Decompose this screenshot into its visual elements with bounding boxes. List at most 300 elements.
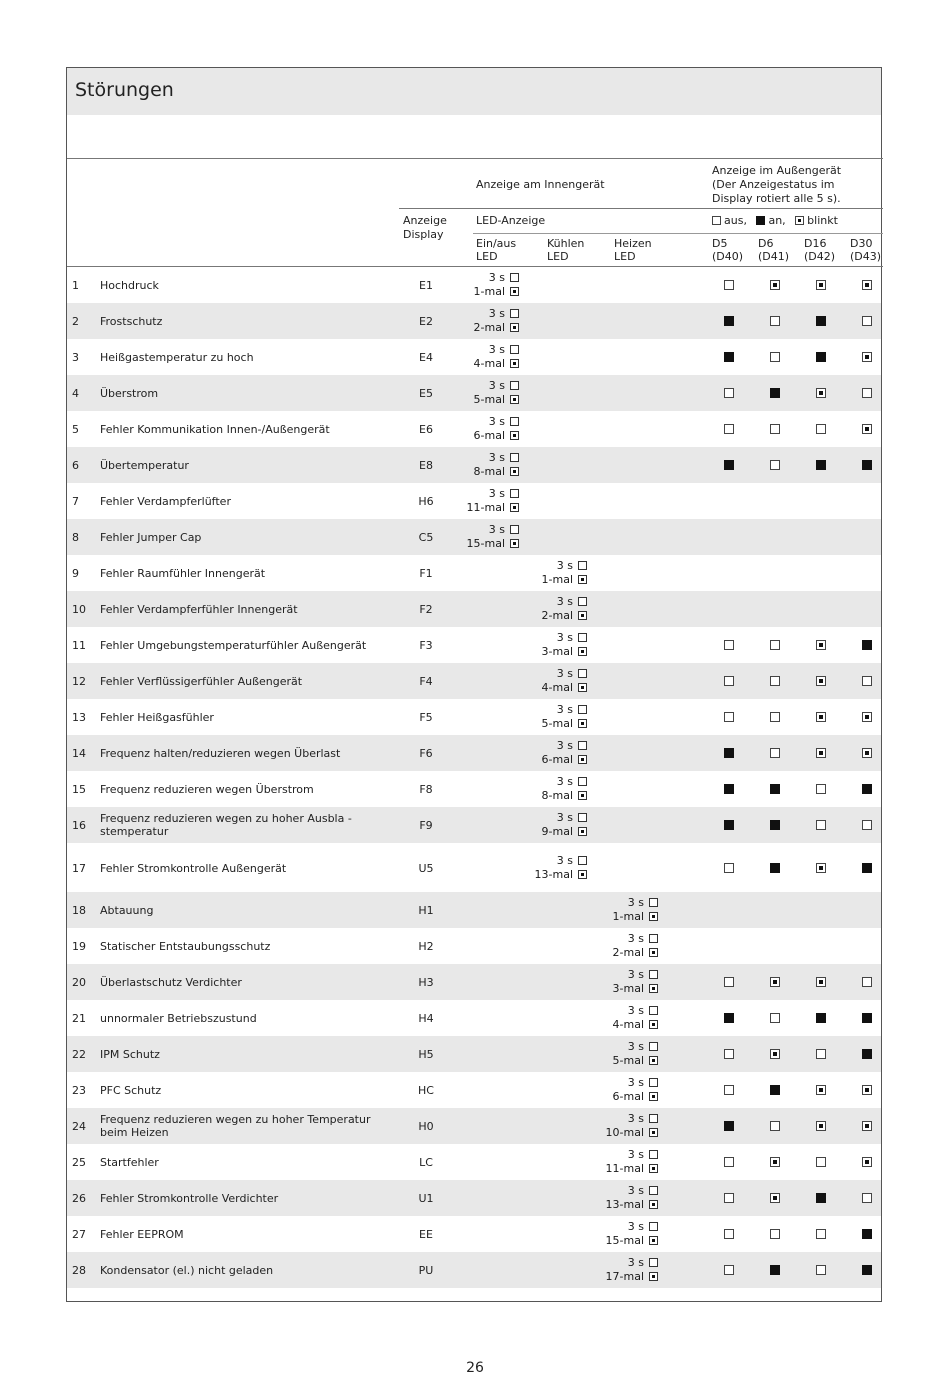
led-blink-pattern [598,1076,658,1104]
led-aus-icon [770,748,780,758]
led-aus-icon [862,676,872,686]
led-blink-pattern [598,1040,658,1068]
led-blinkt-icon [862,280,872,290]
display-code: U1 [418,1192,434,1205]
led-aus-icon [816,1229,826,1239]
led-blink-pattern [459,415,519,443]
led-an-icon [724,316,734,326]
led-aus-icon [724,977,734,987]
led-blinkt-icon [862,748,872,758]
led-an-icon [770,388,780,398]
led-blink-icon [649,948,658,957]
blink-count: 5-mal [473,393,505,406]
blink-duration: 3 s [488,523,505,536]
led-off-icon [510,489,519,498]
led-blink-icon [649,1236,658,1245]
led-aus-icon [724,712,734,722]
led-aus-icon [724,388,734,398]
fault-description: Fehler Verflüssigerfühler Außengerät [100,675,303,688]
led-blink-icon [578,575,587,584]
led-blink-pattern [598,1004,658,1032]
led-aus-icon [724,1049,734,1059]
indoor-group-heading: Anzeige am Innengerät [476,178,605,191]
blink-count: 11-mal [605,1162,644,1175]
led-blink-icon [510,287,519,296]
blink-duration: 3 s [556,703,573,716]
blink-duration: 3 s [627,1184,644,1197]
display-code: E8 [419,459,433,472]
fault-description: Fehler Stromkontrolle Verdichter [100,1192,279,1205]
led-off-icon [649,1258,658,1267]
row-number: 19 [72,940,86,953]
blink-duration: 3 s [627,1076,644,1089]
row-number: 8 [72,531,79,544]
led-an-icon [770,1085,780,1095]
header-mid-rule [399,208,883,209]
led-blink-icon [510,431,519,440]
led-an-icon [816,1193,826,1203]
fault-description: Fehler EEPROM [100,1228,184,1241]
blink-duration: 3 s [556,631,573,644]
fault-description: Frequenz reduzieren wegen zu hoher Temperatur beim Heizen [100,1113,371,1139]
led-an-icon [862,863,872,873]
led-off-icon [510,309,519,318]
blink-duration: 3 s [556,854,573,867]
led-aus-icon [816,784,826,794]
led-col-heizen: Heizen LED [614,237,652,263]
table-row [67,735,881,771]
table-row [67,267,881,303]
led-aus-icon [770,712,780,722]
fault-description: Startfehler [100,1156,159,1169]
led-blinkt-icon [862,424,872,434]
row-number: 1 [72,279,79,292]
led-blink-icon [649,912,658,921]
led-aus-icon [724,1265,734,1275]
led-aus-icon [862,1193,872,1203]
led-blink-icon [578,683,587,692]
blink-duration: 3 s [556,811,573,824]
blink-duration: 3 s [627,968,644,981]
blink-count: 6-mal [612,1090,644,1103]
row-number: 15 [72,783,86,796]
led-off-icon [649,898,658,907]
display-code: PU [418,1264,434,1277]
led-blink-icon [510,323,519,332]
led-aus-icon [862,388,872,398]
led-blink-pattern [527,739,587,767]
led-aus-icon [816,1049,826,1059]
blink-duration: 3 s [556,595,573,608]
led-an-icon [862,1265,872,1275]
row-number: 22 [72,1048,86,1061]
blink-duration: 3 s [488,307,505,320]
table-row [67,303,881,339]
legend-aus-label: aus, [724,214,747,227]
table-row [67,339,881,375]
display-code: H5 [418,1048,434,1061]
legend-blinkt-icon [795,216,804,225]
blink-duration: 3 s [627,932,644,945]
led-off-icon [649,1150,658,1159]
blink-duration: 3 s [488,487,505,500]
led-an-icon [862,640,872,650]
fault-description: Frequenz reduzieren wegen zu hoher Ausbla - stemperatur [100,812,352,838]
row-number: 11 [72,639,86,652]
led-blink-pattern [598,968,658,996]
legend-an-icon [756,216,765,225]
led-an-icon [724,784,734,794]
led-blink-pattern [459,379,519,407]
row-number: 3 [72,351,79,364]
display-code: H0 [418,1120,434,1133]
blink-duration: 3 s [488,271,505,284]
legend-aus-icon [712,216,721,225]
fault-table [66,67,882,1302]
fault-description: Fehler Stromkontrolle Außengerät [100,862,287,875]
led-off-icon [649,1114,658,1123]
table-row [67,964,881,1000]
led-blinkt-icon [816,388,826,398]
led-blink-icon [649,1164,658,1173]
outdoor-group-heading-1: Anzeige im Außengerät [712,164,842,177]
led-aus-icon [816,424,826,434]
led-an-icon [862,1049,872,1059]
led-blink-icon [649,1272,658,1281]
display-code: HC [418,1084,434,1097]
led-an-icon [862,1229,872,1239]
led-aus-icon [724,1085,734,1095]
led-blink-icon [649,1200,658,1209]
display-code: F2 [419,603,433,616]
blink-count: 10-mal [605,1126,644,1139]
led-off-icon [649,1222,658,1231]
table-row [67,1180,881,1216]
blink-count: 17-mal [605,1270,644,1283]
display-code: H3 [418,976,434,989]
led-aus-icon [724,676,734,686]
led-blink-pattern [598,896,658,924]
table-row [67,555,881,591]
blink-count: 2-mal [541,609,573,622]
row-number: 17 [72,862,86,875]
row-number: 7 [72,495,79,508]
outdoor-col-d16: D16 (D42) [804,237,836,263]
blink-duration: 3 s [556,559,573,572]
led-blinkt-icon [862,1121,872,1131]
table-row [67,483,881,519]
table-row [67,699,881,735]
led-blink-pattern [459,271,519,299]
blink-duration: 3 s [488,451,505,464]
led-blink-icon [578,647,587,656]
led-blink-pattern [459,487,519,515]
display-code: LC [419,1156,433,1169]
fault-description: Frequenz halten/reduzieren wegen Überlast [100,747,341,760]
led-aus-icon [816,1265,826,1275]
blink-count: 3-mal [612,982,644,995]
blink-count: 9-mal [541,825,573,838]
led-blink-icon [510,359,519,368]
led-blink-icon [649,1092,658,1101]
table-row [67,1108,881,1144]
row-number: 4 [72,387,79,400]
row-number: 5 [72,423,79,436]
blink-count: 2-mal [473,321,505,334]
row-number: 21 [72,1012,86,1025]
display-col-heading-1: Anzeige [403,214,447,227]
blink-count: 15-mal [466,537,505,550]
led-blink-pattern [598,1220,658,1248]
led-blink-pattern [598,1256,658,1284]
fault-description: Überlastschutz Verdichter [100,976,242,989]
led-blink-pattern [598,1184,658,1212]
row-number: 26 [72,1192,86,1205]
table-row [67,375,881,411]
row-number: 10 [72,603,86,616]
row-number: 12 [72,675,86,688]
led-aus-icon [816,820,826,830]
led-subrule [473,233,883,234]
fault-description: Statischer Entstaubungsschutz [100,940,271,953]
led-blink-icon [649,1128,658,1137]
table-row [67,1252,881,1288]
row-number: 18 [72,904,86,917]
blink-duration: 3 s [627,1112,644,1125]
table-row [67,1216,881,1252]
table-row [67,1000,881,1036]
blink-duration: 3 s [488,415,505,428]
led-blink-icon [510,467,519,476]
blink-count: 11-mal [466,501,505,514]
led-aus-icon [770,1229,780,1239]
led-off-icon [578,813,587,822]
led-aus-icon [770,460,780,470]
led-col-kuehlen: Kühlen LED [547,237,585,263]
display-code: F8 [419,783,433,796]
led-off-icon [649,970,658,979]
led-blinkt-icon [770,280,780,290]
blink-count: 13-mal [534,868,573,881]
led-an-icon [862,1013,872,1023]
fault-description: Heißgastemperatur zu hoch [100,351,254,364]
led-off-icon [578,669,587,678]
display-code: H4 [418,1012,434,1025]
blink-count: 4-mal [541,681,573,694]
led-an-icon [724,1013,734,1023]
display-code: E2 [419,315,433,328]
blink-duration: 3 s [627,1256,644,1269]
fault-description: unnormaler Betriebszustund [100,1012,257,1025]
led-an-icon [770,784,780,794]
led-aus-icon [724,1229,734,1239]
led-an-icon [770,820,780,830]
led-aus-icon [862,316,872,326]
display-col-heading-2: Display [403,228,444,241]
led-off-icon [578,777,587,786]
fault-description: Frostschutz [100,315,163,328]
blink-count: 8-mal [473,465,505,478]
display-code: F5 [419,711,433,724]
led-blink-icon [510,503,519,512]
row-number: 24 [72,1120,86,1133]
blink-duration: 3 s [627,1004,644,1017]
fault-description: PFC Schutz [100,1084,162,1097]
led-off-icon [578,741,587,750]
table-row [67,627,881,663]
led-blink-pattern [459,451,519,479]
blink-duration: 3 s [556,775,573,788]
led-blinkt-icon [816,863,826,873]
fault-description: Kondensator (el.) nicht geladen [100,1264,274,1277]
led-aus-icon [724,1157,734,1167]
led-an-icon [770,1265,780,1275]
led-an-icon [724,820,734,830]
blink-duration: 3 s [488,379,505,392]
led-an-icon [770,863,780,873]
led-off-icon [649,934,658,943]
display-code: H1 [418,904,434,917]
display-code: F4 [419,675,433,688]
blink-duration: 3 s [488,343,505,356]
led-blink-icon [649,1056,658,1065]
led-an-icon [724,352,734,362]
led-blinkt-icon [862,352,872,362]
display-code: H6 [418,495,434,508]
row-number: 28 [72,1264,86,1277]
led-off-icon [578,633,587,642]
led-an-icon [816,352,826,362]
fault-description: Hochdruck [100,279,159,292]
led-off-icon [578,597,587,606]
table-row [67,1036,881,1072]
led-blink-pattern [459,343,519,371]
led-off-icon [578,705,587,714]
led-aus-icon [862,820,872,830]
blink-duration: 3 s [627,1220,644,1233]
led-aus-icon [862,977,872,987]
fault-description: Fehler Umgebungstemperaturfühler Außengerät [100,639,367,652]
display-code: F9 [419,819,433,832]
outdoor-group-heading-2: (Der Anzeigestatus im [712,178,835,191]
led-off-icon [510,381,519,390]
led-blink-icon [578,791,587,800]
page-number: 26 [466,1360,484,1376]
led-an-icon [862,784,872,794]
blink-count: 6-mal [473,429,505,442]
led-an-icon [816,460,826,470]
fault-description: Fehler Heißgasfühler [100,711,214,724]
table-row [67,447,881,483]
led-col-einaus: Ein/aus LED [476,237,517,263]
led-aus-icon [724,424,734,434]
led-blinkt-icon [770,1157,780,1167]
led-aus-icon [770,676,780,686]
blink-count: 1-mal [473,285,505,298]
led-blink-pattern [527,631,587,659]
led-blink-icon [510,539,519,548]
fault-description: Abtauung [100,904,154,917]
led-blink-icon [649,1020,658,1029]
led-off-icon [578,561,587,570]
led-blinkt-icon [862,1085,872,1095]
led-an-icon [724,1121,734,1131]
table-row [67,892,881,928]
led-an-icon [724,748,734,758]
led-off-icon [649,1078,658,1087]
led-blinkt-icon [816,280,826,290]
row-number: 27 [72,1228,86,1241]
led-blink-pattern [598,1148,658,1176]
blink-count: 4-mal [473,357,505,370]
led-blinkt-icon [770,977,780,987]
led-blink-pattern [527,854,587,882]
blink-count: 15-mal [605,1234,644,1247]
led-off-icon [510,525,519,534]
fault-description: Übertemperatur [100,459,189,472]
led-blinkt-icon [816,1085,826,1095]
table-row [67,843,881,892]
led-an-icon [862,460,872,470]
led-blink-icon [649,984,658,993]
row-number: 16 [72,819,86,832]
table-row [67,807,881,843]
led-off-icon [510,417,519,426]
led-aus-icon [816,1157,826,1167]
blink-duration: 3 s [627,1148,644,1161]
blink-duration: 3 s [627,896,644,909]
led-aus-icon [770,1121,780,1131]
display-code: H2 [418,940,434,953]
led-blinkt-icon [816,712,826,722]
led-an-icon [816,316,826,326]
blink-count: 3-mal [541,645,573,658]
led-blink-pattern [527,775,587,803]
blink-count: 4-mal [612,1018,644,1031]
legend-blinkt-label: blinkt [807,214,838,227]
blink-count: 6-mal [541,753,573,766]
display-code: E1 [419,279,433,292]
led-blink-icon [578,755,587,764]
header-top-rule [67,158,883,159]
table-row [67,519,881,555]
led-blinkt-icon [816,748,826,758]
led-blink-pattern [527,595,587,623]
led-blink-pattern [527,667,587,695]
led-aus-icon [770,316,780,326]
table-row [67,1072,881,1108]
led-blink-icon [578,870,587,879]
blink-count: 5-mal [612,1054,644,1067]
led-off-icon [510,273,519,282]
led-an-icon [724,460,734,470]
led-blinkt-icon [816,977,826,987]
led-blink-pattern [459,307,519,335]
display-code: F1 [419,567,433,580]
row-number: 9 [72,567,79,580]
led-blinkt-icon [862,712,872,722]
fault-description: Überstrom [100,387,159,400]
led-off-icon [649,1186,658,1195]
blink-count: 8-mal [541,789,573,802]
row-number: 25 [72,1156,86,1169]
outdoor-col-d6: D6 (D41) [758,237,790,263]
blink-duration: 3 s [556,739,573,752]
display-code: EE [419,1228,433,1241]
table-row [67,1144,881,1180]
led-off-icon [578,856,587,865]
blink-count: 5-mal [541,717,573,730]
